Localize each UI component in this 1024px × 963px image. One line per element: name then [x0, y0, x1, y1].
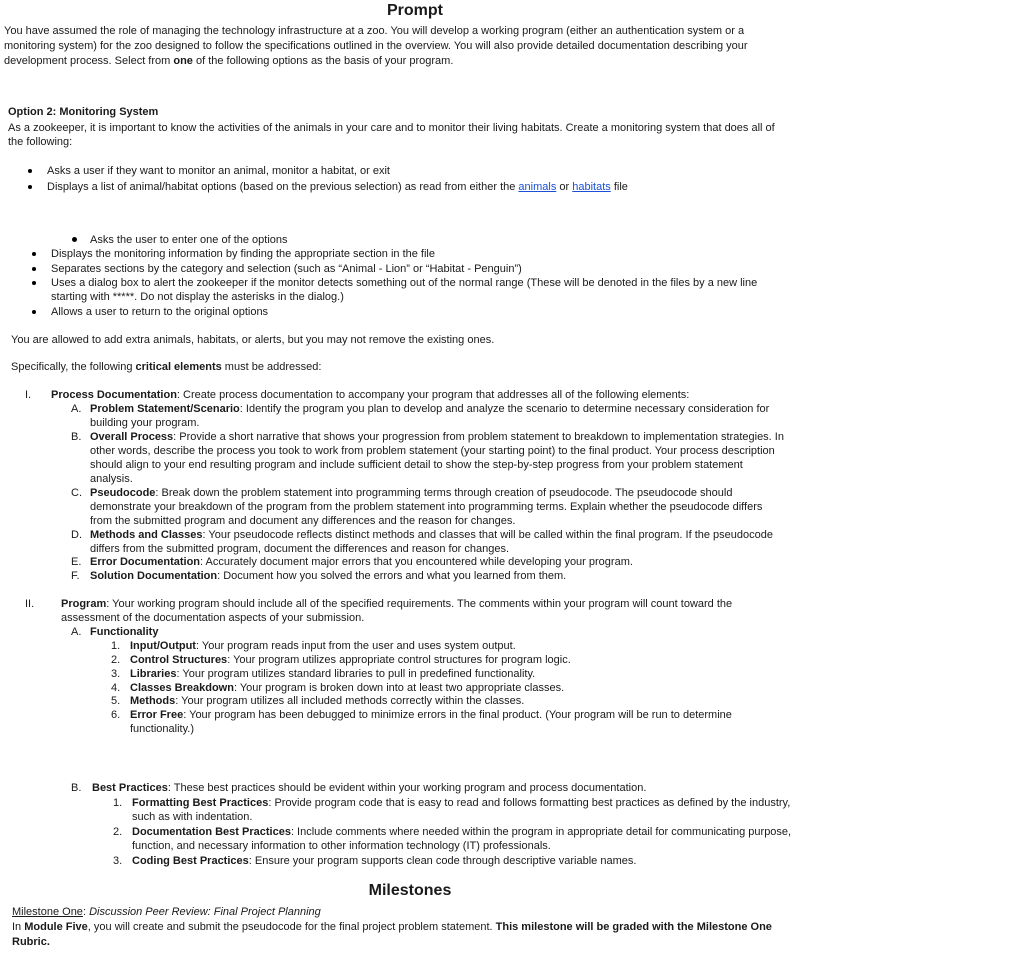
- bullet-item: Uses a dialog box to alert the zookeeper if the monitor detects something out of the normal range (These will be denoted in the files by a new line: [51, 277, 758, 289]
- section-number: II.: [25, 598, 35, 610]
- list-marker: 2.: [111, 654, 121, 666]
- list-marker: B.: [71, 431, 82, 443]
- list-marker: 3.: [111, 668, 121, 680]
- page-title: Prompt: [387, 2, 443, 19]
- list-marker: A.: [71, 626, 82, 638]
- option-description: As a zookeeper, it is important to know the activities of the animals in your care and to monitor their living habitats. Create a monitoring system that does all of: [8, 122, 775, 134]
- habitats-file-link[interactable]: habitats: [572, 181, 611, 193]
- list-item-continuation: functionality.): [130, 723, 194, 735]
- list-item: Error Free: Your program has been debugged to minimize errors in the final product. (Your program will be run to determine: [130, 709, 732, 721]
- list-marker: 6.: [111, 709, 121, 721]
- list-item-continuation: analysis.: [90, 473, 133, 485]
- critical-elements-intro: Specifically, the following critical elements must be addressed:: [11, 361, 322, 373]
- bullet-item-continuation: starting with *****. Do not display the asterisks in the dialog.): [51, 291, 344, 303]
- list-item: Input/Output: Your program reads input from the user and uses system output.: [130, 640, 516, 652]
- bullet-item: Separates sections by the category and selection (such as “Animal - Lion” or “Habitat - Penguin”): [51, 263, 522, 275]
- list-item: Libraries: Your program utilizes standard libraries to pull in predefined functionality.: [130, 668, 536, 680]
- list-item: Functionality: [90, 626, 159, 638]
- bullet-item: Displays a list of animal/habitat options (based on the previous selection) as read from either the animals or habitats file: [47, 181, 628, 193]
- list-item: Methods: Your program utilizes all included methods correctly within the classes.: [130, 695, 525, 707]
- list-item-continuation: differs from the submitted program, document the differences and reason for changes.: [90, 543, 510, 555]
- list-marker: E.: [71, 556, 82, 568]
- section-heading: Process Documentation: Create process documentation to accompany your program that addresses all of the following elements:: [51, 389, 690, 401]
- option-description: the following:: [8, 136, 73, 148]
- list-marker: 4.: [111, 682, 121, 694]
- list-marker: 2.: [113, 826, 123, 838]
- list-marker: 1.: [111, 640, 121, 652]
- list-item: Overall Process: Provide a short narrative that shows your progression from problem statement to breakdown to implementation strategies. In: [90, 431, 784, 443]
- list-item: Pseudocode: Break down the problem statement into programming terms through creation of pseudocode. The pseudocode should: [90, 487, 733, 499]
- list-item-continuation: other words, describe the process you took to work from problem statement (your starting point) to the final product. Your process description: [90, 445, 775, 457]
- section-heading-continuation: assessment of the documentation aspects of your submission.: [61, 612, 365, 624]
- list-item: Error Documentation: Accurately document major errors that you encountered while developing your program.: [90, 556, 633, 568]
- list-item-continuation: should align to your end resulting program and include sufficient detail to show the step-by-step progress from your problem statement: [90, 459, 743, 471]
- prompt-intro-line: development process. Select from one of the following options as the basis of your program.: [4, 55, 454, 67]
- bullet-item: Asks a user if they want to monitor an animal, monitor a habitat, or exit: [47, 165, 390, 177]
- allowed-note: You are allowed to add extra animals, habitats, or alerts, but you may not remove the existing ones.: [11, 334, 495, 346]
- list-item: Solution Documentation: Document how you solved the errors and what you learned from them.: [90, 570, 567, 582]
- list-item-continuation: from the submitted program and document any differences and the reason for changes.: [90, 515, 516, 527]
- list-item-continuation: building your program.: [90, 417, 200, 429]
- animals-file-link[interactable]: animals: [518, 181, 557, 193]
- milestones-title: Milestones: [368, 882, 452, 899]
- sub-bullet-item: Asks the user to enter one of the options: [90, 234, 288, 246]
- option-heading: Option 2: Monitoring System: [8, 106, 159, 118]
- milestone-description-continuation: Rubric.: [12, 936, 50, 948]
- list-item: Control Structures: Your program utilizes appropriate control structures for program logic.: [130, 654, 571, 666]
- list-item: Classes Breakdown: Your program is broken down into at least two appropriate classes.: [130, 682, 565, 694]
- list-marker: 3.: [113, 855, 123, 867]
- list-marker: B.: [71, 782, 82, 794]
- list-item-continuation: demonstrate your breakdown of the program from the problem statement into programming terms. Explain whether the pseudocode differs: [90, 501, 763, 513]
- list-marker: 5.: [111, 695, 121, 707]
- list-item-continuation: function, and necessary information to other information technology (IT) professionals.: [132, 840, 551, 852]
- prompt-intro-line: You have assumed the role of managing the technology infrastructure at a zoo. You will develop a working program (either an authentication system or a: [4, 25, 745, 37]
- list-marker: C.: [71, 487, 82, 499]
- list-marker: 1.: [113, 797, 123, 809]
- list-item: Documentation Best Practices: Include comments where needed within the program in appropriate detail for communicating purpose,: [132, 826, 792, 838]
- list-marker: A.: [71, 403, 82, 415]
- prompt-intro-line: monitoring system) for the zoo designed to follow the specifications outlined in the overview. You will also provide detailed documentation describing your: [4, 40, 748, 52]
- list-item: Coding Best Practices: Ensure your program supports clean code through descriptive variable names.: [132, 855, 637, 867]
- list-item: Methods and Classes: Your pseudocode reflects distinct methods and classes that will be called within the final program. If the pseudocode: [90, 529, 773, 541]
- milestone-heading: Milestone One: Discussion Peer Review: Final Project Planning: [12, 906, 321, 918]
- list-marker: D.: [71, 529, 82, 541]
- list-item: Problem Statement/Scenario: Identify the program you plan to develop and analyze the scenario to determine necessary consideration for: [90, 403, 770, 415]
- section-heading: Program: Your working program should include all of the specified requirements. The comments within your program will count toward the: [61, 598, 733, 610]
- list-marker: F.: [71, 570, 80, 582]
- milestone-description: In Module Five, you will create and submit the pseudocode for the final project problem statement. This milestone will be graded with the Milestone One: [12, 921, 772, 933]
- list-item-continuation: such as with indentation.: [132, 811, 253, 823]
- bullet-item: Allows a user to return to the original options: [51, 306, 269, 318]
- list-item: Formatting Best Practices: Provide program code that is easy to read and follows formatting best practices as defined by the industry,: [132, 797, 791, 809]
- list-item: Best Practices: These best practices should be evident within your working program and process documentation.: [92, 782, 647, 794]
- bullet-item: Displays the monitoring information by finding the appropriate section in the file: [51, 248, 435, 260]
- section-number: I.: [25, 389, 32, 401]
